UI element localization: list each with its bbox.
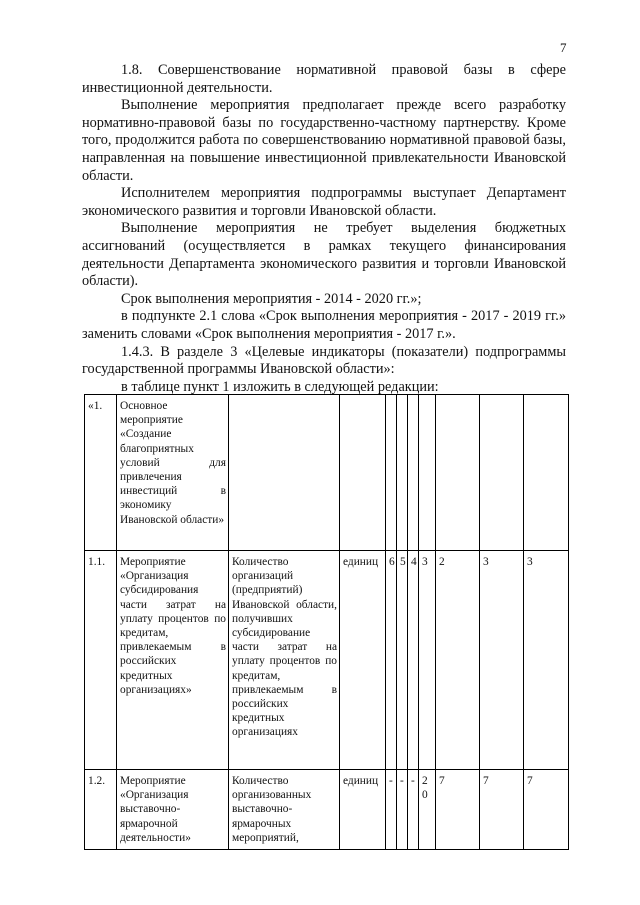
paragraph-3: Исполнителем мероприятия подпрограммы выступает Департамент экономического развития и торговли Ивановской области.: [82, 185, 566, 219]
indicators-table: [84, 394, 569, 850]
value-cell: [524, 395, 569, 551]
unit-cell: [340, 395, 386, 551]
value-cell: [436, 395, 480, 551]
unit-cell: единиц: [340, 551, 386, 770]
value-cell: [419, 395, 436, 551]
page-number: 7: [560, 40, 567, 55]
value-cell: 7: [436, 770, 480, 850]
value-cell: 2: [436, 551, 480, 770]
table-row: [85, 395, 569, 551]
paragraph-5: Срок выполнения мероприятия - 2014 - 2020 гг.»;: [121, 290, 422, 307]
value-cell: 7: [524, 770, 569, 850]
value-cell: 6: [386, 551, 397, 770]
paragraph-4: Выполнение мероприятия не требует выделения бюджетных ассигнований (осуществляется в рамках текущего финансирования деятельности Департамента экономического развития и торговли Ивановской области).: [82, 220, 566, 290]
row-number-cell: 1.2.: [85, 770, 117, 850]
event-name-cell: Мероприятие «Организация субсидирования части затрат на уплату процентов по кредитам, привлекаемым в российских кредитных организациях»: [117, 551, 229, 770]
table-row: [85, 770, 569, 850]
row-number-cell: «1.: [85, 395, 117, 551]
table-row: [85, 551, 569, 770]
indicator-cell: [229, 395, 340, 551]
paragraph-6: в подпункте 2.1 слова «Срок выполнения мероприятия - 2017 - 2019 гг.» заменить словами «Срок выполнения мероприятия - 2017 г.».: [82, 308, 566, 342]
value-cell: -: [408, 770, 419, 850]
row-number-cell: 1.1.: [85, 551, 117, 770]
indicator-cell: Количество организаций (предприятий) Ивановской области, получивших субсидирование части затрат на уплату процентов по кредитам, привлекаемым в российских кредитных организациях: [229, 551, 340, 770]
event-name-cell: Основное мероприятие «Создание благоприятных условий для привлечения инвестиций в экономику Ивановской области»: [117, 395, 229, 551]
value-cell: 3: [419, 551, 436, 770]
value-cell: [408, 395, 419, 551]
paragraph-2: Выполнение мероприятия предполагает прежде всего разработку нормативно-правовой базы по государственно-частному партнерству. Кроме того, продолжится работа по совершенствованию нормативной правовой базы, направленная на повышение инвестиционной привлекательности Ивановской области.: [82, 97, 566, 184]
value-cell: [386, 395, 397, 551]
paragraph-8: в таблице пункт 1 изложить в следующей редакции:: [121, 378, 439, 395]
paragraph-1: 1.8. Совершенствование нормативной правовой базы в сфере инвестиционной деятельности.: [82, 62, 566, 96]
unit-cell: единиц: [340, 770, 386, 850]
value-cell: 3: [480, 551, 524, 770]
value-cell: -: [386, 770, 397, 850]
value-cell: 4: [408, 551, 419, 770]
value-cell: 7: [480, 770, 524, 850]
value-cell: [480, 395, 524, 551]
event-name-cell: Мероприятие «Организация выставочно-ярмарочной деятельности»: [117, 770, 229, 850]
document-body: [82, 62, 566, 396]
indicator-cell: Количество организованных выставочно-ярмарочных мероприятий,: [229, 770, 340, 850]
value-cell: [397, 395, 408, 551]
value-cell: -: [397, 770, 408, 850]
value-cell: 3: [524, 551, 569, 770]
paragraph-7: 1.4.3. В разделе 3 «Целевые индикаторы (показатели) подпрограммы государственной программы Ивановской области»:: [82, 343, 566, 378]
value-cell: 5: [397, 551, 408, 770]
value-cell: 20: [419, 770, 436, 850]
